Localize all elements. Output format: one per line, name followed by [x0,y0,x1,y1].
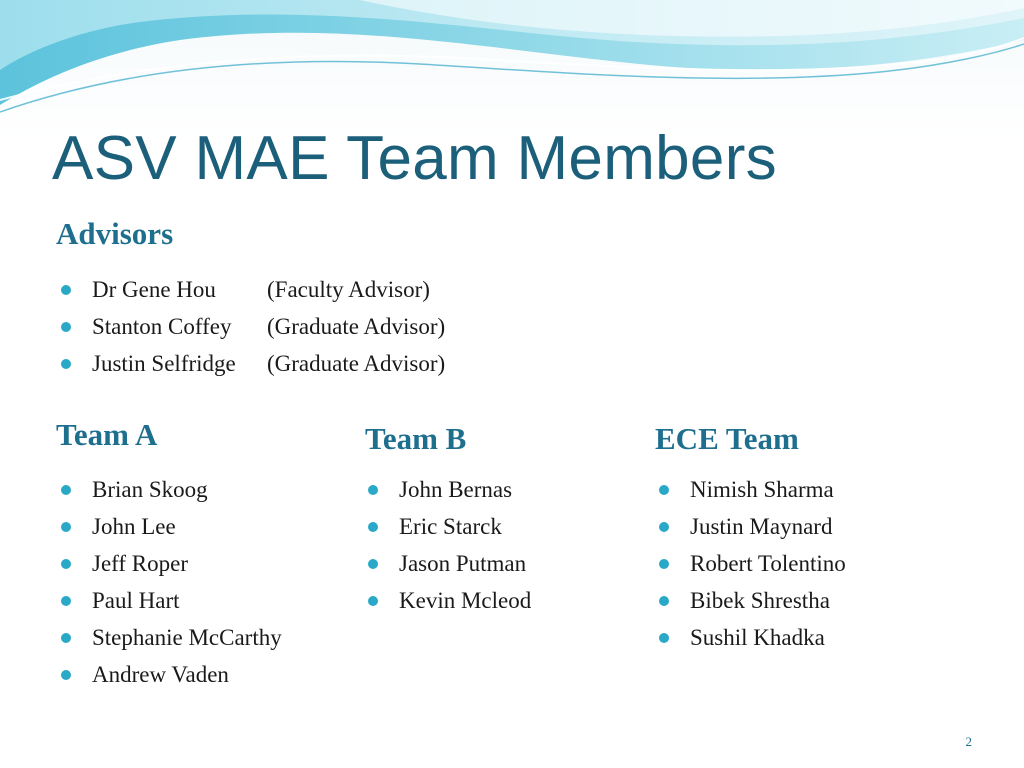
page-number: 2 [965,734,972,749]
list-item [363,545,531,582]
member-name: John Bernas [399,477,513,502]
bullet-icon [659,633,669,643]
member-name: Robert Tolentino [690,551,846,576]
advisors-list [56,271,445,382]
list-item [654,619,846,656]
team-b-list [363,471,531,619]
ece-team-list [654,471,846,656]
team-a-list [56,471,282,693]
team-b-heading: Team B [365,421,467,456]
bullet-icon [368,485,378,495]
advisor-name: Stanton Coffey [92,314,232,339]
bullet-icon [368,559,378,569]
member-name: Stephanie McCarthy [92,625,282,650]
list-item [56,308,445,345]
bullet-icon [61,359,71,369]
advisor-name: Dr Gene Hou [92,277,216,302]
list-item [56,508,282,545]
list-item [654,508,846,545]
bullet-icon [659,596,669,606]
list-item [654,471,846,508]
team-a-heading: Team A [56,417,158,452]
bullet-icon [61,596,71,606]
bullet-icon [61,285,71,295]
bullet-icon [368,522,378,532]
list-item [56,582,282,619]
member-name: Bibek Shrestha [690,588,830,613]
member-name: Brian Skoog [92,477,208,502]
ece-team-heading: ECE Team [655,421,799,456]
advisor-role: (Graduate Advisor) [267,314,446,339]
advisor-name: Justin Selfridge [92,351,236,376]
member-name: Eric Starck [399,514,502,539]
bullet-icon [61,485,71,495]
member-name: Sushil Khadka [690,625,825,650]
member-name: Paul Hart [92,588,180,613]
advisors-heading: Advisors [56,216,174,251]
bullet-icon [659,485,669,495]
advisor-role: (Graduate Advisor) [267,351,446,376]
bullet-icon [61,559,71,569]
advisor-role: (Faculty Advisor) [267,277,430,302]
bullet-icon [61,322,71,332]
list-item [363,582,531,619]
list-item [56,545,282,582]
list-item [363,471,531,508]
list-item [56,656,282,693]
member-name: Andrew Vaden [92,662,229,687]
member-name: Jeff Roper [92,551,189,576]
bullet-icon [61,522,71,532]
member-name: Justin Maynard [690,514,833,539]
list-item [56,345,445,382]
bullet-icon [61,670,71,680]
list-item [56,271,445,308]
member-name: John Lee [92,514,176,539]
member-name: Nimish Sharma [690,477,834,502]
bullet-icon [61,633,71,643]
bullet-icon [368,596,378,606]
bullet-icon [659,522,669,532]
list-item [363,508,531,545]
list-item [56,471,282,508]
member-name: Jason Putman [399,551,527,576]
member-name: Kevin Mcleod [399,588,532,613]
decorative-wave-banner [0,0,1024,130]
slide-title: ASV MAE Team Members [52,124,777,193]
list-item [56,619,282,656]
list-item [654,582,846,619]
bullet-icon [659,559,669,569]
list-item [654,545,846,582]
